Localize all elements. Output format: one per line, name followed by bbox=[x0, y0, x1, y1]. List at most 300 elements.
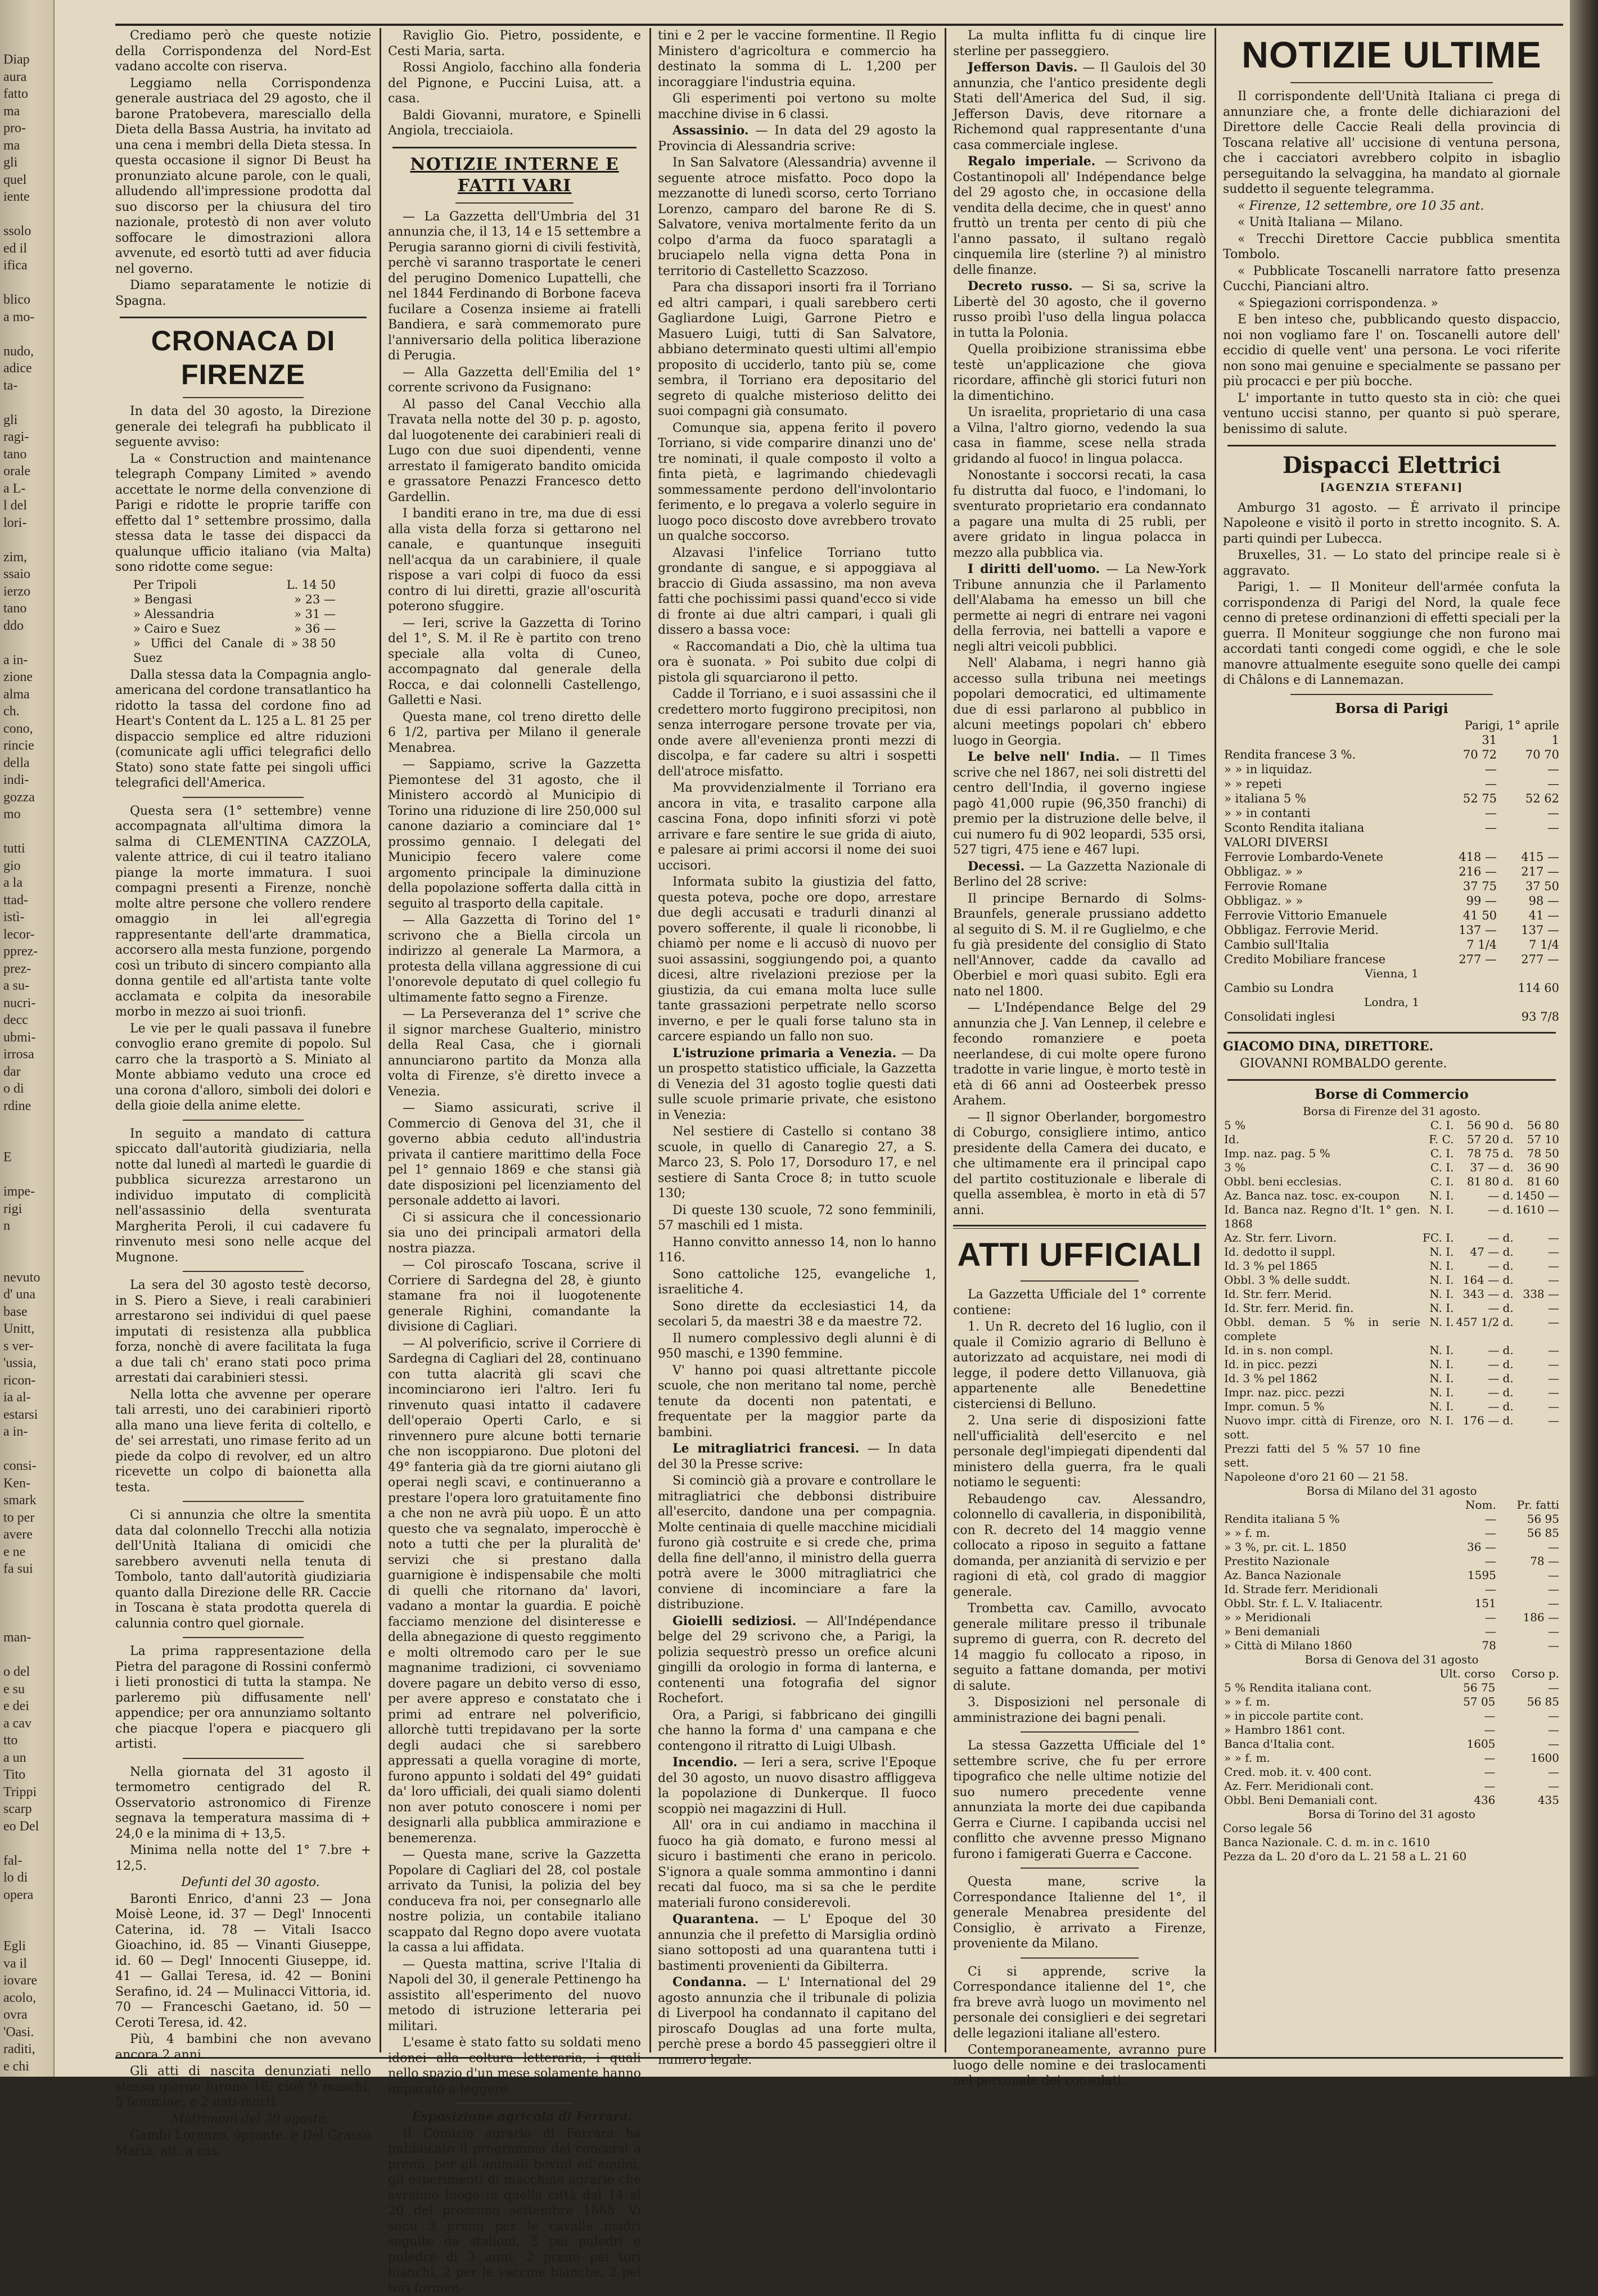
tariff-value: L. 14 50 bbox=[286, 578, 337, 592]
paragraph: La Gazzetta Ufficiale del 1° corrente contiene: bbox=[953, 1287, 1206, 1318]
table-cell: Id. Strade ferr. Meridionali bbox=[1223, 1582, 1451, 1596]
table-cell: — d. bbox=[1455, 1189, 1514, 1203]
table-cell: » » f. m. bbox=[1223, 1526, 1451, 1540]
table-row bbox=[1223, 1372, 1560, 1386]
table-cell: — bbox=[1496, 1723, 1560, 1737]
margin-fragment: ifica bbox=[3, 256, 52, 274]
margin-fragment: ch. bbox=[3, 702, 52, 720]
table-row bbox=[1223, 864, 1560, 879]
table-cell: Banca d'Italia cont. bbox=[1223, 1737, 1422, 1751]
table-cell: 277 — bbox=[1498, 952, 1560, 967]
paragraph: In San Salvatore (Alessandria) avvenne il seguente atroce misfatto. Poco dopo la mezzanotte di lunedì scorso, certo Torriano Lorenzo, camparo del barone Re di S. Salvatore, veniva mortalmente ferito da un colpo d'arma da fuoco sparatagli a bruciapelo nella vigna detta Pona in territorio di Castelletto Scazzoso. bbox=[658, 155, 936, 279]
section-rule bbox=[1227, 1079, 1556, 1081]
table-row bbox=[1223, 879, 1560, 894]
table-cell: 70 72 bbox=[1436, 747, 1498, 762]
table-cell: — d. bbox=[1455, 1357, 1514, 1372]
table-header-cell: Nom. bbox=[1451, 1498, 1497, 1512]
table-borsa-parigi bbox=[1223, 718, 1560, 967]
paragraph: — La Perseveranza del 1° scrive che il signor marchese Gualterio, ministro della Real Casa, che i giornali annunciarono partito da Monza alla volta di Firenze, s'è diretto invece a Venezia. bbox=[388, 1007, 641, 1099]
margin-fragment: Ken- bbox=[3, 1474, 52, 1492]
margin-fragment: ia al- bbox=[3, 1388, 52, 1406]
margin-fragment: gozza bbox=[3, 788, 52, 806]
top-rule bbox=[115, 24, 1563, 26]
paragraph bbox=[658, 1912, 936, 1974]
table-row bbox=[1223, 1133, 1560, 1147]
item-text: — In data del 29 agosto la Provincia di Alessandria scrive: bbox=[658, 124, 936, 154]
paragraph: Di queste 130 scuole, 72 sono femminili, 57 maschili ed 1 mista. bbox=[658, 1203, 936, 1234]
table-header-cell: 31 bbox=[1436, 733, 1498, 747]
table-row bbox=[1223, 1512, 1560, 1526]
table-cell: F. C. bbox=[1421, 1133, 1455, 1147]
table-cell: — bbox=[1422, 1751, 1496, 1765]
table-cell: » » f. m. bbox=[1223, 1751, 1422, 1765]
column-1 bbox=[115, 28, 371, 2053]
margin-fragment: a cav bbox=[3, 1715, 52, 1733]
table-cell: Obbligaz. » » bbox=[1223, 864, 1436, 879]
margin-fragment: orale bbox=[3, 462, 52, 480]
table-row bbox=[1223, 1118, 1560, 1133]
margin-fragment: a in- bbox=[3, 651, 52, 669]
paragraph: Quella proibizione stranissima ebbe testè un'applicazione che giova ricordare, affinchè gli storici futuri non la dimentichino. bbox=[953, 342, 1206, 404]
paragraph: — Al polverificio, scrive il Corriere di Sardegna di Cagliari del 28, continuano con tutta alacrità gli scavi che incominciarono ieri l'altro. Ieri fu rinvenuto quasi intatto il cadavere dell'operaio Operti Carlo, e si rinvennero pure alcune botti ternarie che non iscoppiarono. Due plotoni del 49° fanteria già da tre giorni aiutano gli operai negli scavi, e continueranno a prestare l'opera loro gratuitamente fino a che non ne avrà più uopo. È un atto questo che va segnalato, imperocchè è noto a tutti che per la pluralità de' servizi che si prestano dalla guarnigione è indispensabile che molti di quelli che ritornano da' lavori, vadano a montar la guardia. E poichè facciamo menzione del disinteresse e della abnegazione di questo reggimento e molti oltremodo caro per le sue magnanime tradizioni, ci sovveniamo dovere pagare un debito verso di esso, per avere appreso e constatato che i primi ad entrare nel polverificio, allorchè tutti trepidavano per la sorte degli audaci che si sarebbero appressati a quella voragine di morte, furono appunto i soldati del 49° guidati da' loro ufficiali, dei quali siamo dolenti non aver potuto conoscere i nomi per designarli alla pubblica ammirazione e benemerenza. bbox=[388, 1336, 641, 1847]
paragraph: La prima rappresentazione della Pietra del paragone di Rossini confermò i lieti pronostici di tutta la stampa. Ne parleremo più diffusamente nell' appendice; per ora annunziamo soltanto che piacque l'opera e piacquero gli artisti. bbox=[115, 1644, 371, 1752]
paragraph: Ci si apprende, scrive la Correspondance italienne del 1°, che fra breve avrà luogo un movimento nel personale dei consiglieri e dei segretari delle legazioni italiane all'estero. bbox=[953, 1964, 1206, 2042]
margin-fragment: smark bbox=[3, 1491, 52, 1509]
table-row bbox=[1223, 1386, 1560, 1400]
table-cell: Credito Mobiliare francese bbox=[1223, 952, 1436, 967]
table-cell: C. I. bbox=[1421, 1147, 1455, 1161]
margin-fragment: gio bbox=[3, 857, 52, 875]
table-cell: — bbox=[1515, 1301, 1560, 1315]
margin-fragment: a su- bbox=[3, 977, 52, 995]
table-subtitle-genova: Borsa di Genova del 31 agosto bbox=[1223, 1653, 1560, 1667]
paragraph: In data del 30 agosto, la Direzione generale dei telegrafi ha pubblicato il seguente avviso: bbox=[115, 404, 371, 450]
margin-fragment: impe- bbox=[3, 1183, 52, 1201]
margin-fragment: nucri- bbox=[3, 994, 52, 1012]
tariff-label: » Cairo e Suez bbox=[132, 621, 286, 636]
paragraph: « Trecchi Direttore Caccie pubblica smentita Tombolo. bbox=[1223, 232, 1560, 263]
table-cell: 36 90 bbox=[1515, 1161, 1560, 1175]
paragraph: — Questa mattina, scrive l'Italia di Napoli del 30, il generale Pettinengo ha assistito all'esperimento del nuovo metodo di istruzione letteraria pei militari. bbox=[388, 1957, 641, 2035]
paragraph bbox=[658, 1441, 936, 1472]
paragraph: L'esame è stato fatto su soldati meno idonei alla coltura letteraria, i quali nello spazio d'un mese solamente hanno imparato a leggere. bbox=[388, 2035, 641, 2097]
paragraph: — Siamo assicurati, scrive il Commercio di Genova del 31, che il governo abbia ceduto all'industria privata il cantiere marittimo della Foce pel 1° gennaio 1869 e che stansi già date disposizioni pel licenziamento del personale addetto ai lavori. bbox=[388, 1100, 641, 1209]
table-subtitle-firenze: Borsa di Firenze del 31 agosto. bbox=[1223, 1104, 1560, 1118]
table-consolidati bbox=[1223, 1009, 1560, 1024]
margin-fragment: cono, bbox=[3, 720, 52, 738]
table-row bbox=[1223, 1259, 1560, 1273]
margin-fragment: mo bbox=[3, 805, 52, 823]
margin-fragment: scarp bbox=[3, 1800, 52, 1818]
table-cell: 78 bbox=[1451, 1639, 1497, 1653]
table-cell: Prestito Nazionale bbox=[1223, 1554, 1451, 1568]
margin-fragment: gli bbox=[3, 154, 52, 172]
table-cell: 52 62 bbox=[1498, 791, 1560, 806]
table-cell: 3 % bbox=[1223, 1161, 1421, 1175]
margin-fragment: e dei bbox=[3, 1697, 52, 1715]
paragraph: Sono cattoliche 125, evangeliche 1, israelitiche 4. bbox=[658, 1267, 936, 1298]
table-row bbox=[1223, 1582, 1560, 1596]
table-cell: — bbox=[1436, 820, 1498, 835]
paragraph: « Pubblicate Toscanelli narratore fatto presenza Cucchi, Pianciani altro. bbox=[1223, 264, 1560, 295]
margin-fragment: ovra bbox=[3, 2006, 52, 2024]
paragraph bbox=[953, 859, 1206, 890]
paragraph: Al passo del Canal Vecchio alla Travata nella notte del 30 p. p. agosto, dal luogotenente dei carabinieri reali di Lugo con due suoi dipendenti, venne arrestato il famigerato bandito omicida e grassatore Penazzi Francesco detto Gardellin. bbox=[388, 397, 641, 506]
table-cell: — bbox=[1436, 806, 1498, 820]
paragraph: Dalla stessa data la Compagnia anglo-americana del cordone transatlantico ha ridotto la tassa del cordone fino ad Heart's Content da L. 125 a L. 81 25 per dispaccio semplice ed altre riduzioni (comunicate agli uffici telegrafici dello Stato) sono state fatte pei singoli uffici telegrafici dell'America. bbox=[115, 667, 371, 791]
table-cell bbox=[1498, 835, 1560, 850]
table-row bbox=[1223, 1245, 1560, 1259]
paragraph: — L'Indépendance Belge del 29 annunzia che J. Van Lennep, il celebre e fecondo romanziere e poeta neerlandese, di cui molte opere furono tradotte in varie lingue, è morto testè in età di 66 anni ad Oosteerbek presso Arahem. bbox=[953, 1000, 1206, 1109]
director-signature: GIACOMO DINA, DIRETTORE. bbox=[1223, 1039, 1560, 1055]
table-subtitle-torino: Borsa di Torino del 31 agosto bbox=[1223, 1807, 1560, 1821]
table-cell: 137 — bbox=[1498, 923, 1560, 937]
paragraph bbox=[953, 750, 1206, 858]
paragraph: 1. Un R. decreto del 16 luglio, con il quale il Comizio agrario di Belluno è autorizzato ad acquistare, nei modi di legge, il podere detto Villanuova, già appartenente alle Benedettine cisterciensi di Belluno. bbox=[953, 1319, 1206, 1412]
margin-fragment: e ne bbox=[3, 1543, 52, 1561]
table-row bbox=[1223, 1568, 1560, 1582]
table-title-parigi: Borsa di Parigi bbox=[1223, 701, 1560, 716]
table-cell: C. I. bbox=[1421, 1118, 1455, 1133]
table-cell: N. I. bbox=[1421, 1245, 1455, 1259]
table-row bbox=[1223, 1779, 1560, 1793]
margin-fragment: lo di bbox=[3, 1869, 52, 1887]
table-cell: N. I. bbox=[1421, 1189, 1455, 1203]
margin-fragment: ubmi- bbox=[3, 1029, 52, 1046]
margin-fragment: man- bbox=[3, 1629, 52, 1647]
table-cell: 1610 — bbox=[1515, 1203, 1560, 1231]
table-cell: 338 — bbox=[1515, 1287, 1560, 1301]
paragraph: L' importante in tutto questo sta in ciò: che quei ventuno uccisi stanno, per quanto si può sperare, benissimo di salute. bbox=[1223, 391, 1560, 437]
table-row bbox=[1223, 1231, 1560, 1245]
table-row bbox=[1223, 806, 1560, 820]
paragraph: — Sappiamo, scrive la Gazzetta Piemontese del 31 agosto, che il Ministero accordò al Municipio di Torino una riduzione di lire 250,000 sul canone daziario a cominciare dal 1° prossimo gennaio. I delegati del Municipio fecero valere come argomento principale la diminuzione della popolazione sofferta dalla città in seguito al trasporto della capitale. bbox=[388, 757, 641, 912]
margin-fragment: nudo, bbox=[3, 342, 52, 360]
divider bbox=[183, 1271, 304, 1272]
paragraph: Questa mane, scrive la Correspondance Italienne del 1°, il generale Menabrea presidente del Consiglio, è arrivato a Firenze, proveniente da Milano. bbox=[953, 1874, 1206, 1952]
margin-fragment: e su bbox=[3, 1680, 52, 1698]
table-cell: — bbox=[1515, 1273, 1560, 1287]
paragraph: — La Gazzetta dell'Umbria del 31 annunzia che, il 13, 14 e 15 settembre a Perugia saranno giorni di civili festività, perchè vi saranno trasportate le ceneri del perugino Domenico Lupattelli, che nel 1844 Ferdinando di Borbone faceva fucilare a Cosenza insieme ai fratelli Bandiera, e sarà commemorato pure l'anniversario della politica liberazione di Perugia. bbox=[388, 209, 641, 364]
margin-fragment: 'Oasi. bbox=[3, 2023, 52, 2041]
table-cell: — bbox=[1436, 762, 1498, 777]
paragraph: Si cominciò già a provare e controllare le mitragliatrici che debbonsi distribuire all'esercito, dandone una per compagnia. Molte centinaia di quelle macchine micidiali furono già costruite e si crede che, prima della fine dell'anno, il ministro della guerra potrà avere le 3000 mitragliatrici che conviene di incominciare a fare la distribuzione. bbox=[658, 1473, 936, 1613]
margin-fragment: ierzo bbox=[3, 583, 52, 601]
table-row bbox=[1223, 1161, 1560, 1175]
margin-fragment: della bbox=[3, 754, 52, 772]
table-header-cell bbox=[1223, 1667, 1422, 1681]
table-cell: C. I. bbox=[1421, 1175, 1455, 1189]
margin-fragment: estarsi bbox=[3, 1406, 52, 1424]
table-cell: — bbox=[1496, 1765, 1560, 1779]
paragraph bbox=[953, 60, 1206, 153]
margin-fragment: indi- bbox=[3, 771, 52, 789]
table-cambio bbox=[1223, 981, 1560, 995]
section-title-cronaca: CRONACA DI FIRENZE bbox=[115, 324, 371, 391]
paragraph bbox=[658, 1614, 936, 1707]
margin-fragment: lori- bbox=[3, 514, 52, 532]
torino-line: Banca Nazionale. C. d. m. in c. 1610 bbox=[1223, 1835, 1560, 1850]
margin-fragment: quel bbox=[3, 171, 52, 189]
table-cell: Cred. mob. it. v. 400 cont. bbox=[1223, 1765, 1422, 1779]
paragraph: Baldi Giovanni, muratore, e Spinelli Angiola, trecciaiola. bbox=[388, 108, 641, 139]
margin-fragment: gli bbox=[3, 411, 52, 429]
table-row bbox=[1223, 1793, 1560, 1807]
item-text: — La New-York Tribune annunzia che il Parlamento dell'Alabama ha emesso un bill che permette ai negri di entrare nei vagoni della ferrovia, nei battelli a vapore e negli altri veicoli pubblici. bbox=[953, 562, 1206, 654]
table-cell: Id. Str. ferr. Merid. fin. bbox=[1223, 1301, 1421, 1315]
table-cell: » in piccole partite cont. bbox=[1223, 1709, 1422, 1723]
table-cell: — bbox=[1497, 1568, 1560, 1582]
column-3 bbox=[658, 28, 936, 2053]
table-row bbox=[1223, 1596, 1560, 1611]
londra-label: Londra, 1 bbox=[1223, 995, 1560, 1009]
paragraph: Sono dirette da ecclesiastici 14, da secolari 5, da maestri 38 e da maestre 72. bbox=[658, 1299, 936, 1330]
table-cell: Ferrovie Lombardo-Venete bbox=[1223, 850, 1436, 864]
table-header-cell: Corso p. bbox=[1496, 1667, 1560, 1681]
table-cell: N. I. bbox=[1421, 1343, 1455, 1357]
tariff-value: » 31 — bbox=[286, 607, 337, 621]
table-cell: N. I. bbox=[1421, 1414, 1455, 1442]
table-cell: Id. Banca naz. Regno d'It. 1° gen. 1868 bbox=[1223, 1203, 1421, 1231]
margin-fragment: rdine bbox=[3, 1097, 52, 1115]
table-header-row bbox=[1223, 733, 1560, 747]
paragraph: « Raccomandati a Dio, chè la ultima tua ora è suonata. » Poi subito due colpi di pistola gli squarciarono il petto. bbox=[658, 639, 936, 686]
table-subtitle-milano: Borsa di Milano del 31 agosto bbox=[1223, 1484, 1560, 1498]
margin-fragment: avere bbox=[3, 1526, 52, 1544]
paragraph: Leggiamo nella Corrispondenza generale austriaca del 29 agosto, che il barone Pratobevera, maresciallo della Dieta della Bassa Austria, ha invitato ad una cena i membri della Dieta stessa. In questa occasione il signor Di Beust ha pronunziato alcune parole, con le quali, alludendo all'impressione prodotta dal suo discorso per la chiusura del tiro nazionale, protestò di non aver voluto soffocare le dimostrazioni allora avvenute, ed esortò tutti ad aver fiducia nel governo. bbox=[115, 76, 371, 277]
table-cell: Az. Str. ferr. Livorn. bbox=[1223, 1231, 1421, 1245]
margin-fragment: a L- bbox=[3, 480, 52, 498]
table-cell: 78 75 d. bbox=[1455, 1147, 1514, 1161]
paragraph: — Alla Gazzetta dell'Emilia del 1° corrente scrivono da Fusignano: bbox=[388, 365, 641, 396]
table-cell: » italiana 5 % bbox=[1223, 791, 1436, 806]
paragraph: La sera del 30 agosto testè decorso, in S. Piero a Sieve, i reali carabinieri arrestarono sei individui di quel paese imputati di resistenza alla pubblica forza, nonchè di avere facilitata la fuga a due tali ch' erano stati poco prima arrestati dai carabinieri stessi. bbox=[115, 1278, 371, 1386]
tariff-value: » 23 — bbox=[286, 592, 337, 607]
table-cell: — d. bbox=[1455, 1400, 1514, 1414]
table-cell: Id. 3 % pel 1865 bbox=[1223, 1259, 1421, 1273]
divider bbox=[183, 1501, 304, 1502]
item-text: — Il Gaulois del 30 annunzia, che l'antico presidente degli Stati dell'America del Sud, il sig. Jefferson Davis, deve ritornare a Richemond qual rappresentante d'una casa commerciale inglese. bbox=[953, 61, 1206, 152]
section-rule bbox=[392, 147, 637, 148]
divider bbox=[1021, 1868, 1139, 1869]
table-cell: » » f. m. bbox=[1223, 1695, 1422, 1709]
table-header-cell bbox=[1223, 733, 1436, 747]
table-row bbox=[1223, 1287, 1560, 1301]
margin-fragment: Diap bbox=[3, 51, 52, 69]
margin-fragment: Tito bbox=[3, 1766, 52, 1784]
item-text: — Da un prospetto statistico ufficiale, la Gazzetta di Venezia del 31 agosto toglie questi dati sulle scuole primarie private, che esistono in Venezia: bbox=[658, 1046, 936, 1122]
divider bbox=[1021, 1957, 1139, 1959]
item-text: — All'Indépendance belge del 29 scrivono che, a Parigi, la polizia sequestrò presso un orefice alcuni gingilli da orologio in forma di lanterna, e contenenti una fotografia del signor Rochefort. bbox=[658, 1614, 936, 1706]
margin-fragment: s ver- bbox=[3, 1337, 52, 1355]
table-cell: — bbox=[1515, 1245, 1560, 1259]
margin-fragment: pagna bbox=[3, 2092, 52, 2110]
table-header-cell bbox=[1223, 1498, 1451, 1512]
table-row bbox=[1223, 1414, 1560, 1442]
paragraph: Rebaudengo cav. Alessandro, colonnello di cavalleria, in disponibilità, con R. decreto del 14 maggio venne collocato a riposo in seguito a fattane domanda, per anzianità di servizio e per ragioni di età, col grado di maggior generale. bbox=[953, 1492, 1206, 1600]
margin-fragment: decc bbox=[3, 1011, 52, 1029]
table-cell: — bbox=[1515, 1372, 1560, 1386]
subheading-matrimoni bbox=[115, 2112, 371, 2127]
table-cell: C. I. bbox=[1421, 1161, 1455, 1175]
table-cell: N. I. bbox=[1421, 1315, 1455, 1343]
margin-fragment: a in- bbox=[3, 1423, 52, 1441]
table-cell: 435 bbox=[1496, 1793, 1560, 1807]
paragraph: La « Construction and maintenance telegraph Company Limited » avendo accettate le norme della convenzione di Parigi e ridotte le proprie tariffe con effetto dal 1° settembre prossimo, dalla stessa data le tasse dei dispacci da qualunque ufficio italiano (via Malta) sono ridotte come segue: bbox=[115, 452, 371, 575]
paragraph: Questa sera (1° settembre) venne accompagnata all'ultima dimora la salma di CLEMENTINA CAZZOLA, valente attrice, di cui il teatro italiano piange la morte immatura. I suoi compagni presenti a Firenze, nonchè molte altre persone che vollero rendere omaggio in lei all'egregia rappresentante dell'arte drammatica, accorsero alla mesta funzione, porgendo così un tributo di sincero compianto alla donna gentile ed all'artista tante volte acclamata e colpita da inesorabile morbo in mezzo ai suoi trionfi. bbox=[115, 804, 371, 1020]
subheading-text: Esposizione agricola di Ferrara. bbox=[412, 2109, 632, 2124]
table-cell: Nuovo impr. città di Firenze, oro sott. bbox=[1223, 1414, 1421, 1442]
table-row bbox=[1223, 1681, 1560, 1695]
table-row bbox=[132, 592, 337, 607]
margin-fragment: tto bbox=[3, 1731, 52, 1749]
table-borsa-genova bbox=[1223, 1667, 1560, 1807]
margin-fragment: o del bbox=[3, 1663, 52, 1681]
table-cell: Obbl. Beni Demaniali cont. bbox=[1223, 1793, 1422, 1807]
paragraph bbox=[658, 1755, 936, 1817]
table-cell: 81 60 bbox=[1515, 1175, 1560, 1189]
tariff-label: » Uffici del Canale di Suez bbox=[132, 636, 286, 665]
margin-fragment: ed il bbox=[3, 240, 52, 258]
table-row bbox=[1223, 937, 1560, 952]
margin-fragment: ta- bbox=[3, 377, 52, 395]
table-cell: — bbox=[1451, 1611, 1497, 1625]
table-row bbox=[1223, 1625, 1560, 1639]
table-row bbox=[1223, 1709, 1560, 1723]
paragraph: Amburgo 31 agosto. — È arrivato il principe Napoleone e visitò il porto in stretto incognito. S. A. parti quindi per Lubecca. bbox=[1223, 500, 1560, 547]
table-cell: 41 — bbox=[1498, 908, 1560, 923]
margin-fragment: pprez- bbox=[3, 942, 52, 960]
subheading-text: Defunti del 30 agosto. bbox=[181, 1875, 320, 1889]
item-keyword: Assassinio. bbox=[672, 123, 749, 138]
table-cell: Az. Ferr. Meridionali cont. bbox=[1223, 1779, 1422, 1793]
column-separator bbox=[1215, 28, 1216, 2053]
margin-fragment: Trippi bbox=[3, 1783, 52, 1801]
item-keyword: Gioielli sediziosi. bbox=[672, 1614, 796, 1629]
table-header-cell: Pr. fatti bbox=[1497, 1498, 1560, 1512]
paragraph: Gli atti di nascita denunziati nello stesso giorno furono 16, cioè 9 maschi, 5 femmine, e 2 nati-morti. bbox=[115, 2064, 371, 2110]
table-cell: Id. in picc. pezzi bbox=[1223, 1357, 1421, 1372]
paragraph: Nella lotta che avvenne per operare tali arresti, uno dei carabinieri riportò alla mano una lieve ferita di coltello, e de' sei arrestati, uno rimase ferito ad un piede da colpo di revolver, ed un altro ricevette un colpo di baionetta alla testa. bbox=[115, 1387, 371, 1496]
table-row bbox=[1223, 1009, 1560, 1024]
table-cell: N. I. bbox=[1421, 1273, 1455, 1287]
table-title-commercio: Borse di Commercio bbox=[1223, 1086, 1560, 1102]
table-cell: — bbox=[1515, 1400, 1560, 1414]
paragraph: « Unità Italiana — Milano. bbox=[1223, 215, 1560, 231]
table-cell: 78 — bbox=[1497, 1554, 1560, 1568]
paragraph: Il corrispondente dell'Unità Italiana ci prega di annunziare che, a fronte delle dichiarazioni del Direttore delle Caccie Reali della provincia di Toscana relative all' uccisione di ventuna persona, che i cacciatori avrebbero colpito in isbaglio perseguitando la selvaggina, ha mandato al giornale suddetto il seguente telegramma. bbox=[1223, 89, 1560, 197]
margin-fragment: ragi- bbox=[3, 428, 52, 446]
item-keyword: I diritti dell'uomo. bbox=[968, 562, 1100, 576]
table-cell: — bbox=[1515, 1386, 1560, 1400]
margin-fragment: iente bbox=[3, 188, 52, 206]
table-cell: Ferrovie Vittorio Emanuele bbox=[1223, 908, 1436, 923]
table-row bbox=[1223, 1765, 1560, 1779]
telegram-line: « Firenze, 12 settembre, ore 10 35 ant. bbox=[1238, 199, 1484, 213]
paragraph: Ora, a Parigi, si fabbricano dei gingilli che hanno la forma d' una campana e che contengono il ritratto di Luigi Ulbash. bbox=[658, 1708, 936, 1754]
margin-fragment: aura bbox=[3, 68, 52, 86]
table-row bbox=[1223, 1357, 1560, 1372]
column-separator bbox=[649, 28, 651, 2053]
item-keyword: Quarantena. bbox=[672, 1912, 759, 1927]
table-row bbox=[1223, 894, 1560, 908]
table-cell: — bbox=[1451, 1526, 1497, 1540]
table-row bbox=[1223, 952, 1560, 967]
table-cell: Impr. comun. 5 % bbox=[1223, 1400, 1421, 1414]
section-rule bbox=[1227, 445, 1556, 446]
table-cell: — d. bbox=[1455, 1372, 1514, 1386]
margin-fragment: d' una bbox=[3, 1285, 52, 1303]
item-text: — La Gazzetta Nazionale di Berlino del 28 scrive: bbox=[953, 860, 1206, 890]
table-cell: Ferrovie Romane bbox=[1223, 879, 1436, 894]
paragraph: Ma provvidenzialmente il Torriano era ancora in vita, e trasalito carpone alla cascina Fona, dopo infiniti sforzi vi potè arrivare e fare sentire le sue grida di aiuto, e palesare ai primi accorsi il nome dei suoi uccisori. bbox=[658, 781, 936, 873]
table-cell: N. I. bbox=[1421, 1203, 1455, 1231]
table-cell: 277 — bbox=[1436, 952, 1498, 967]
table-cell: 78 50 bbox=[1515, 1147, 1560, 1161]
table-cell: 56 75 bbox=[1422, 1681, 1496, 1695]
table-cell: Prezzi fatti del 5 % 57 10 fine sett. bbox=[1223, 1442, 1421, 1470]
paragraph: La stessa Gazzetta Ufficiale del 1° settembre scrive, che fu per errore tipografico che nelle ultime notizie del suo numero precedente venne annunziata la morte dei due capibanda Gerra e Ciurne. I capibanda uccisi nel conflitto che avvenne presso Mignano furono i famigerati Guerra e Caccone. bbox=[953, 1738, 1206, 1862]
margin-fragment: l del bbox=[3, 497, 52, 515]
margin-fragment: iovare bbox=[3, 1972, 52, 1990]
table-cell: 5 % bbox=[1223, 1118, 1421, 1133]
table-cell: 47 — d. bbox=[1455, 1245, 1514, 1259]
table-row bbox=[1223, 1751, 1560, 1765]
paragraph: Raviglio Gio. Pietro, possidente, e Cesti Maria, sarta. bbox=[388, 28, 641, 59]
margin-fragment: ddo bbox=[3, 617, 52, 635]
margin-fragment: base bbox=[3, 1303, 52, 1321]
paragraph: Gli esperimenti poi vertono su molte macchine divise in 6 classi. bbox=[658, 91, 936, 122]
paragraph: Cadde il Torriano, e i suoi assassini che il credettero morto fuggirono precipitosi, non senza interrogare persone trovate per via, onde avere all'evenienza pronti mezzi di discolpa, e far cadere su altri i sospetti dell'atroce misfatto. bbox=[658, 687, 936, 779]
margin-fragment: alma bbox=[3, 685, 52, 703]
paragraph bbox=[1223, 199, 1560, 214]
divider bbox=[183, 797, 304, 798]
table-row bbox=[1223, 1273, 1560, 1287]
tariff-table bbox=[132, 578, 337, 665]
paragraph: I banditi erano in tre, ma due di essi alla vista della forza si gettarono nel canale, e quantunque inseguiti nell'acqua da un carabiniere, il quale rispose a vari colpi di fuoco da essi contro di lui diretti, grazie all'oscurità poterono sfuggire. bbox=[388, 506, 641, 615]
table-cell: 164 — d. bbox=[1455, 1273, 1514, 1287]
table-cell: 36 — bbox=[1451, 1540, 1497, 1554]
margin-fragment: ssolo bbox=[3, 222, 52, 240]
table-header-cell: Parigi, 1° aprile bbox=[1436, 718, 1560, 733]
table-cell: 5 % Rendita italiana cont. bbox=[1223, 1681, 1422, 1695]
table-row bbox=[1223, 777, 1560, 791]
table-cell: Consolidati inglesi bbox=[1223, 1009, 1472, 1024]
table-row bbox=[1223, 762, 1560, 777]
margin-fragment: zione bbox=[3, 668, 52, 686]
item-keyword: Decessi. bbox=[968, 859, 1024, 874]
previous-page-margin bbox=[0, 0, 55, 2077]
margin-fragment: va il bbox=[3, 1955, 52, 1973]
paragraph: — Col piroscafo Toscana, scrive il Corriere di Sardegna del 28, è giunto stamane fra noi il luogotenente generale Righini, comandante la divisione di Cagliari. bbox=[388, 1257, 641, 1335]
table-cell: Rendita italiana 5 % bbox=[1223, 1512, 1451, 1526]
item-keyword: Le mitragliatrici francesi. bbox=[672, 1441, 859, 1456]
table-row bbox=[1223, 1442, 1560, 1470]
table-cell: — bbox=[1498, 806, 1560, 820]
margin-fragment: rincie bbox=[3, 737, 52, 755]
table-cell: » » Meridionali bbox=[1223, 1611, 1451, 1625]
item-text: — Il Times scrive che nel 1867, nei soli distretti del centro dell'India, il governo ingiese pagò 41,000 rupie (96,350 franchi) di premio per la distruzione delle belve, il cui numero fu di 902 leopardi, 535 orsi, 527 tigri, 475 iene e 467 lupi. bbox=[953, 750, 1206, 857]
paragraph: Informata subito la giustizia del fatto, questa poteva, poche ore dopo, arrestare due degli accusati e tradurli dinanzi al povero sofferente, il quale li riconobbe, li chiamò per nome e li accusò di nuovo per suoi assassini, soggiungendo poi, a quanto dicesi, altre rivelazioni preziose per la giustizia, da cui emana molta luce sulle tante grassazioni perpetrate nello scorso inverno, e per le quali forse taluno sta in carcere espiando un fallo non suo. bbox=[658, 874, 936, 1045]
table-cell: — bbox=[1498, 777, 1560, 791]
table-cell: — d. bbox=[1455, 1203, 1514, 1231]
table-row bbox=[1223, 1554, 1560, 1568]
table-row bbox=[1223, 1315, 1560, 1343]
table-cell: 52 75 bbox=[1436, 791, 1498, 806]
table-cell: — bbox=[1422, 1709, 1496, 1723]
table-cell: 56 95 bbox=[1497, 1512, 1560, 1526]
table-cell: 56 80 bbox=[1515, 1118, 1560, 1133]
